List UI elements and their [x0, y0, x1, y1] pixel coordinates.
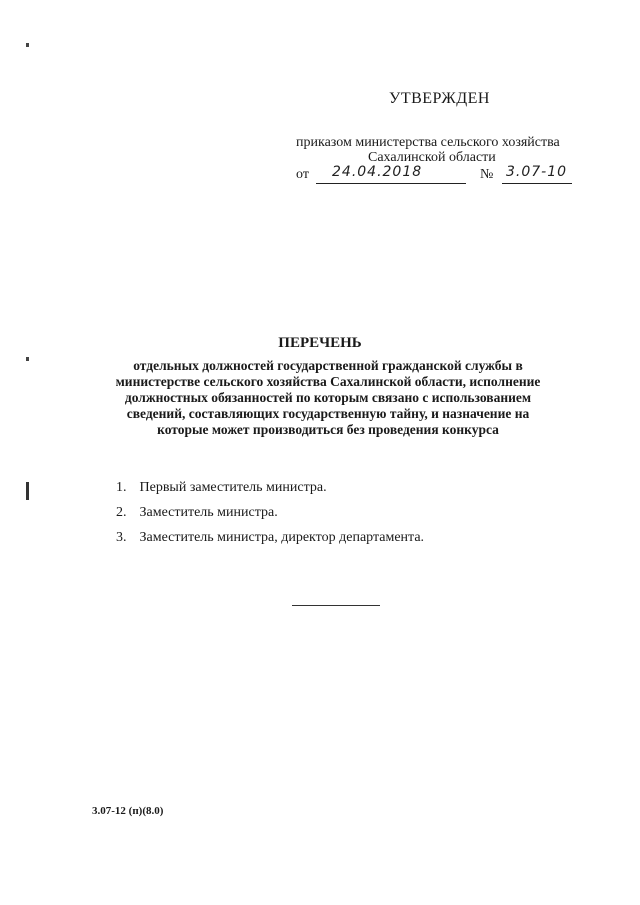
order-number-value: 3.07-10: [506, 164, 568, 180]
list-item-number: 1.: [116, 480, 127, 495]
scan-speck: [26, 357, 29, 361]
list-item-number: 3.: [116, 530, 127, 545]
list-item-text: Заместитель министра, директор департамента.: [139, 530, 425, 545]
positions-list: [116, 478, 424, 553]
order-text-line1: приказом министерства сельского хозяйства: [296, 135, 560, 150]
from-label: от: [296, 167, 309, 182]
list-item-text: Первый заместитель министра.: [139, 480, 327, 495]
scan-speck: [26, 482, 29, 500]
document-subtitle: отдельных должностей государственной гражданской службы в министерстве сельского хозяйства Сахалинской области, исполнение должностных обязанностей по которым связано с использованием сведений, составляющих государственную тайну, и назначение на которые может производиться без проведения конкурса: [115, 358, 541, 437]
number-label: №: [480, 167, 494, 182]
list-item-text: Заместитель министра.: [139, 505, 278, 520]
list-item: [116, 528, 424, 553]
end-divider-line: [292, 605, 380, 606]
footer-document-code: 3.07-12 (п)(8.0): [92, 805, 164, 817]
list-item: [116, 503, 424, 528]
order-date-number-row: [296, 164, 576, 187]
list-item: [116, 478, 424, 503]
list-item-number: 2.: [116, 505, 127, 520]
scan-speck: [26, 43, 29, 47]
order-date-field: [316, 164, 466, 184]
order-date-value: 24.04.2018: [332, 164, 423, 180]
order-number-field: [502, 164, 572, 184]
approved-heading: УТВЕРЖДЕН: [389, 90, 490, 107]
order-text-line2: Сахалинской области: [368, 150, 496, 165]
document-title: ПЕРЕЧЕНЬ: [278, 335, 362, 351]
